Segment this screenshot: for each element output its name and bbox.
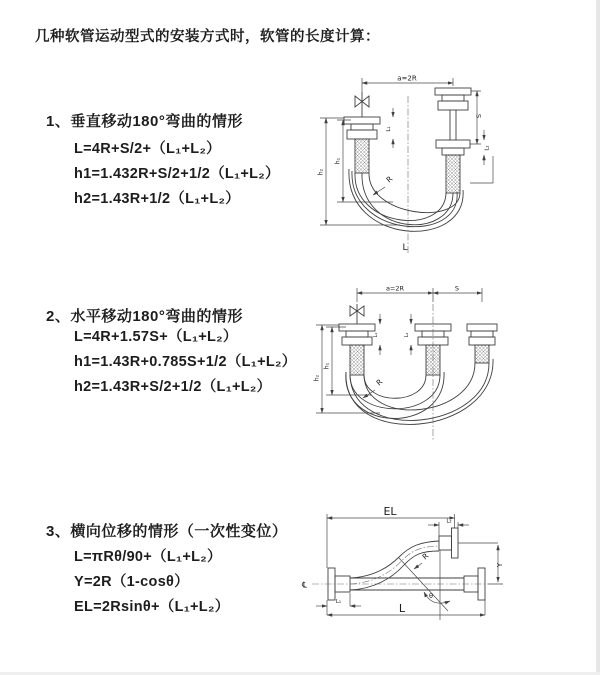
d1-radius-label: R — [384, 174, 395, 185]
d3-hose-curve — [350, 541, 439, 590]
section-1-formula-h2: h2=1.43R+1/2（L₁+L₂） — [74, 191, 241, 207]
d1-left-fitting — [344, 117, 380, 173]
d2-dim-a2r-label: a=2R — [385, 284, 405, 293]
d2-right-fitting — [467, 324, 497, 363]
d2-dim-h1-label: h₁ — [323, 362, 331, 370]
d2-valve-icon — [350, 304, 364, 324]
d1-right-fitting — [435, 88, 471, 193]
section-1-heading: 1、垂直移动180°弯曲的情形 — [46, 113, 243, 130]
d2-dim-l2-label: L₂ — [404, 332, 410, 338]
d1-valve-icon — [355, 92, 369, 117]
d1-dim-h1-label: h₁ — [334, 157, 342, 165]
d1-dim-a2r-label: a=2R — [397, 74, 417, 83]
section-2-formula-L: L=4R+1.57S+（L₁+L₂） — [74, 329, 238, 345]
d3-dim-l2-label: L₂ — [446, 518, 452, 525]
d1-radius-callout — [373, 174, 394, 195]
d2-hose-curves — [346, 359, 493, 424]
diagram-horizontal-180 — [305, 278, 590, 463]
d3-radius-callout — [414, 551, 430, 569]
d1-dimensions — [318, 75, 494, 226]
d2-dim-s-label: S — [454, 284, 460, 293]
d3-dim-l1-label: L₁ — [335, 599, 342, 605]
d1-length-label: L — [402, 243, 408, 253]
d2-radius-label: R — [374, 377, 385, 388]
section-3-formula-L: L=πRθ/90+（L₁+L₂） — [74, 549, 222, 565]
section-3-formula-EL: EL=2Rsinθ+（L₁+L₂） — [74, 599, 230, 615]
d1-dim-s-label: S — [475, 113, 483, 119]
d1-dim-h2-label: h₂ — [317, 168, 325, 176]
d1-dim-l1-label: L₁ — [386, 126, 392, 132]
d1-dim-l2-label: L₂ — [484, 145, 491, 151]
section-2-formula-h1: h1=1.43R+0.785S+1/2（L₁+L₂） — [74, 354, 297, 370]
d3-angle-theta-label: θ — [429, 592, 433, 600]
d3-dim-el-label: EL — [383, 505, 397, 518]
d2-dimensions — [314, 285, 483, 414]
d3-dimensions — [316, 505, 504, 615]
diagram-lateral-displacement — [298, 498, 598, 663]
d2-dim-l1-label: L₁ — [373, 332, 379, 338]
section-3-heading: 3、横向位移的情形（一次性变位） — [46, 523, 288, 540]
section-2-heading: 2、水平移动180°弯曲的情形 — [46, 308, 243, 325]
d2-left-fitting — [339, 324, 375, 375]
d3-dim-l-label: L — [398, 602, 406, 615]
d3-centerline-symbol: ℄ — [302, 580, 308, 590]
section-2-formula-h2: h2=1.43R+S/2+1/2（L₁+L₂） — [74, 379, 272, 395]
section-1-formula-L: L=4R+S/2+（L₁+L₂） — [74, 141, 221, 157]
d3-radius-label: R — [420, 551, 431, 562]
diagram-vertical-180 — [305, 68, 585, 263]
d3-upper-flange — [439, 528, 458, 558]
section-1-formula-h1: h1=1.432R+S/2+1/2（L₁+L₂） — [74, 166, 280, 182]
d2-dim-h2-label: h₂ — [313, 374, 321, 382]
d3-dim-y-label: Y — [496, 562, 504, 568]
section-3-formula-Y: Y=2R（1-cosθ） — [74, 574, 189, 590]
page-title: 几种软管运动型式的安装方式时，软管的长度计算： — [35, 29, 380, 45]
